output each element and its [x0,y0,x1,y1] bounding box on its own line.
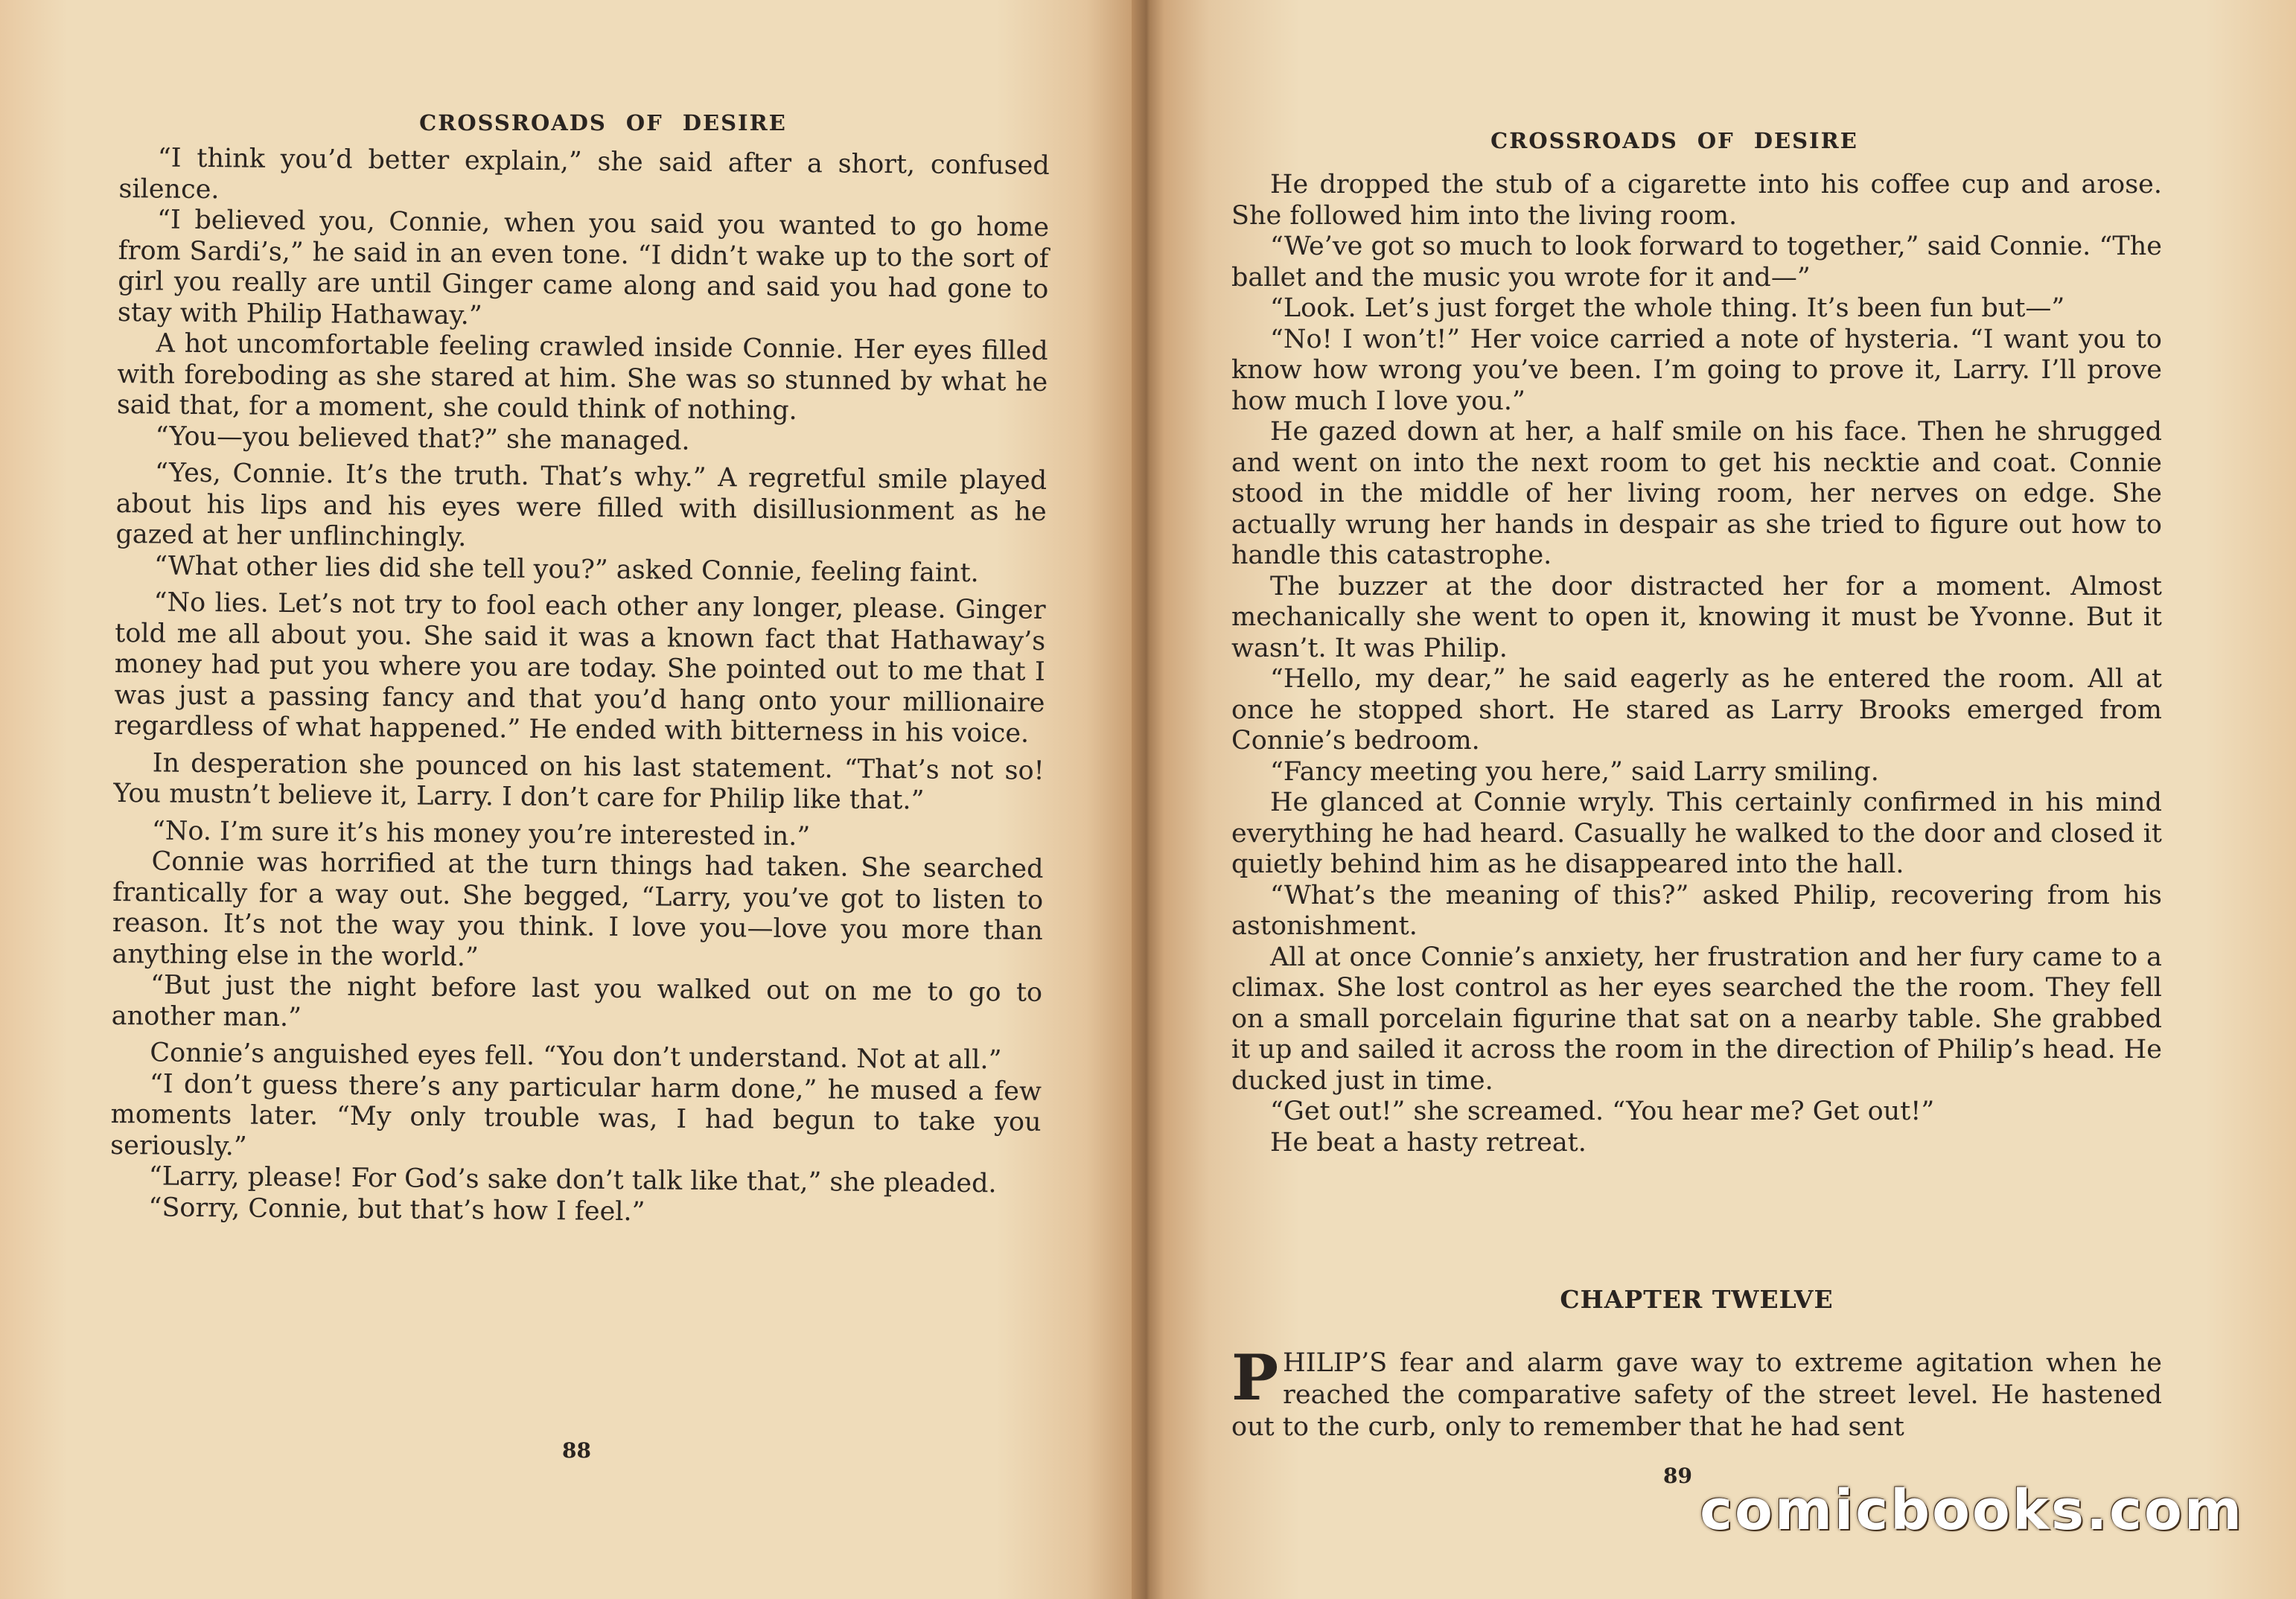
page-number-left: 88 [562,1438,591,1463]
paragraph: “I think you’d better explain,” she said after a short, confused silence. [118,143,1050,205]
paragraph: “You—you believed that?” she managed. [155,421,690,456]
paragraph: “I believed you, Connie, when you said you wanted to go home from Sardi’s,” he said in an even tone. “I didn’t wake up to the sort of girl you really are until Ginger came along and said you had gone to stay with Philip Hathaway.” [117,205,1050,331]
paragraph: “Look. Let’s just forget the whole thing. It’s been fun but—” [1270,293,2065,323]
site-watermark: comicbooks.com [1700,1478,2244,1542]
paragraph: “What’s the meaning of this?” asked Philip, recovering from his astonishment. [1231,880,2162,941]
paragraph: “Get out!” she screamed. “You hear me? Get out!” [1270,1097,1935,1126]
paragraph: “Sorry, Connie, but that’s how I feel.” [148,1192,645,1227]
paragraph: “What other lies did she tell you?” asked Connie, feeling faint. [153,550,979,588]
paragraph: All at once Connie’s anxiety, her frustration and her fury came to a climax. She lost control as her eyes searched the the room. They fell on a small porcelain figurine that sat on a nearby table. She grabbed it up and sailed it across the room in the direction of Philip’s head. He ducked just in time. [1231,942,2162,1096]
paragraph: Connie’s anguished eyes fell. “You don’t understand. Not at all.” [150,1038,1002,1076]
left-page-body [109,143,1050,1231]
paragraph: “I don’t guess there’s any particular harm done,” he mused a few moments later. “My only trouble was, I had begun to take you seriously.” [110,1068,1042,1162]
paragraph: “We’ve got so much to look forward to together,” said Connie. “The ballet and the music you wrote for it and—” [1231,232,2162,293]
paragraph: “No! I won’t!” Her voice carried a note of hysteria. “I want you to know how wrong you’ve been. I’m going to prove it, Larry. I’ll prove how much I love you.” [1231,324,2162,416]
paragraph: He dropped the stub of a cigarette into his coffee cup and arose. She followed him into the living room. [1231,170,2162,231]
paragraph: Connie was horrified at the turn things had taken. She searched frantically for a way out. She begged, “Larry, you’ve got to listen to reason. It’s not the way you think. I love you—love you more than anything else in the world.” [112,846,1044,972]
book-gutter [1132,0,1164,1599]
paragraph: “But just the night before last you walked out on me to go to another man.” [111,970,1043,1033]
paragraph: “Hello, my dear,” he said eagerly as he entered the room. All at once he stopped short. He stared as Larry Brooks emerged from Connie’s bedroom. [1231,664,2162,756]
chapter-opening-text: HILIP’S fear and alarm gave way to extreme agitation when he reached the comparative safety of the street level. He hastened out to the curb, only to remember that he had sent [1231,1348,2162,1442]
right-page-body [1231,170,2162,1158]
paragraph: He gazed down at her, a half smile on his face. Then he shrugged and went on into the next room to get his necktie and coat. Connie stood in the middle of her living room, her nerves on edge. She actually wrung her hands in despair as she tried to figure out how to handle this catastrophe. [1231,417,2162,570]
paragraph: He beat a hasty retreat. [1270,1127,1587,1158]
paragraph: “No. I’m sure it’s his money you’re interested in.” [151,815,811,852]
paragraph: “Larry, please! For God’s sake don’t talk like that,” she pleaded. [148,1161,997,1199]
paragraph: “No lies. Let’s not try to fool each other any longer, please. Ginger told me all about you. She said it was a known fact that Hathaway’s money had put you where you are today. She pointed out to me that I was just a passing fancy and that you’d hang onto your millionaire regardless of what happened.” He ended with bitterness in his voice. [113,587,1046,749]
running-head-right: CROSSROADS OF DESIRE [1490,128,1858,153]
paragraph: A hot uncomfortable feeling crawled inside Connie. Her eyes filled with foreboding as she stared at him. She was so stunned by what he said that, for a moment, she could think of nothing. [116,328,1048,426]
chapter-opening [1231,1341,2162,1443]
paragraph: “Yes, Connie. It’s the truth. That’s why.” A regretful smile played about his lips and his eyes were filled with disillusionment as he gazed at her unflinchingly. [115,458,1047,553]
running-head-left: CROSSROADS OF DESIRE [419,110,787,135]
drop-cap: P [1231,1341,1279,1414]
left-page [0,0,1132,1599]
paragraph: In desperation she pounced on his last statement. “That’s not so! You mustn’t believe it, Larry. I don’t care for Philip like that.” [113,747,1045,816]
paragraph: The buzzer at the door distracted her for a moment. Almost mechanically she went to open it, knowing it must be Yvonne. But it wasn’t. It was Philip. [1231,571,2162,663]
right-page [1164,0,2296,1599]
page-number-right: 89 [1663,1464,1692,1488]
paragraph: “Fancy meeting you here,” said Larry smiling. [1270,756,1879,787]
chapter-heading: CHAPTER TWELVE [1560,1285,1834,1314]
paragraph: He glanced at Connie wryly. This certainly confirmed in his mind everything he had heard. Casually he walked to the door and closed it quietly behind him as he disappeared into the hall. [1231,788,2162,879]
